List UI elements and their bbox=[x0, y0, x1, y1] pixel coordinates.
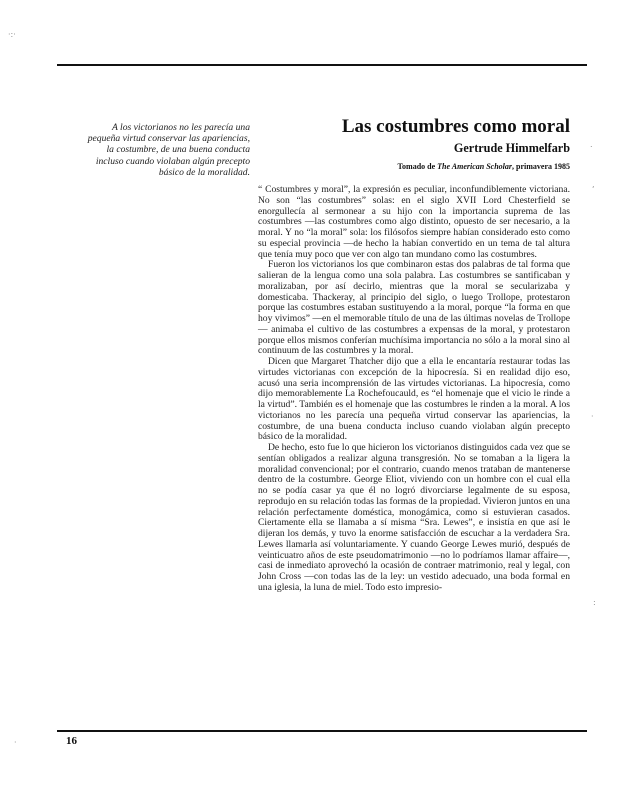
bottom-rule bbox=[57, 730, 587, 732]
source-publication: The American Scholar bbox=[437, 162, 512, 171]
body-paragraph: Fueron los victorianos los que combinaron estas dos palabras de tal forma que salieran de la lengua como una sola palabra. Las costumbres se santificaban y moralizaban, por así decirlo, mientras que la moral se secularizaba y domesticaba. Thackeray, al principio del siglo, o luego Trollope, protestaron porque las costumbres estaban sustituyendo a la moral, porque “la forma en que hoy vivimos” —en el memorable título de una de las últimas novelas de Trollope— animaba el cultivo de las costumbres a expensas de la moral, y protestaron porque ellos mismos conferían muchísima importancia no sólo a la moral sino al continuum de las costumbres y la moral. bbox=[258, 259, 570, 357]
scan-speck: , bbox=[592, 180, 595, 189]
article-body bbox=[258, 185, 570, 594]
scan-speck: ·:· bbox=[8, 30, 16, 39]
top-rule bbox=[57, 64, 587, 66]
page-number: 16 bbox=[66, 735, 77, 747]
source-suffix: , primavera 1985 bbox=[512, 162, 570, 171]
scan-speck: : bbox=[593, 598, 596, 607]
article-source bbox=[397, 162, 570, 171]
body-paragraph: De hecho, esto fue lo que hicieron los victorianos distinguidos cada vez que se sentían obligados a realizar alguna transgresión. No se tomaban a la ligera la moralidad convencional; por el contrario, cuando menos trataban de mantenerse dentro de la costumbre. George Eliot, viviendo con un hombre con el cual ella no se podía casar ya que él no logró divorciarse legalmente de su esposa, reprodujo en su relación todas las formas de la propiedad. Vivieron juntos en una relación perfectamente doméstica, monogámica, como si estuvieran casados. Ciertamente ella se llamaba a sí misma “Sra. Lewes”, e insistía en que así le dijeran los demás, y tuvo la enorme satisfacción de escuchar a la verdadera Sra. Lewes llamarla así voluntariamente. Y cuando George Lewes murió, después de veinticuatro años de este pseudomatrimonio —no lo podríamos llamar affaire—, casi de inmediato aprovechó la ocasión de contraer matrimonio, real y legal, con John Cross —con todas las de la ley: un vestido adecuado, una boda formal en una iglesia, la luna de miel. Todo esto impresio- bbox=[258, 442, 570, 593]
pull-quote: A los victorianos no les parecía una pequeña virtud conservar las apariencias, la costumbre, de una buena conducta incluso cuando violaban algún precepto básico de la moralidad. bbox=[87, 122, 250, 178]
body-paragraph: Dicen que Margaret Thatcher dijo que a ella le encantaría restaurar todas las virtudes victorianas con excepción de la hipocresía. Si en realidad dijo eso, acusó una seria incomprensión de las virtudes victorianas. La hipocresía, como dijo memorablemente La Rochefoucauld, es “el homenaje que el vicio le rinde a la virtud”. También es el homenaje que las costumbres le rinden a la moral. A los victorianos no les parecía una pequeña virtud conservar las apariencias, la costumbre, de una buena conducta incluso cuando violaban algún precepto básico de la moralidad. bbox=[258, 356, 570, 443]
article-author: Gertrude Himmelfarb bbox=[453, 141, 570, 155]
scan-speck: · bbox=[591, 412, 594, 421]
body-paragraph: “ Costumbres y moral”, la expresión es peculiar, inconfundiblemente victoriana. No son “las costumbres” solas: en el siglo XVII Lord Chesterfield se enorgullecía al sermonear a su hijo con la importancia suprema de las costumbres —las costumbres como algo distinto, opuesto de ser necesario, a la moral. Y no “la moral” sola: los filósofos siempre habían considerado esto como su especial provincia —de hecho la habían convertido en un tema de tal altura que tenía muy poco que ver con algo tan mundano como las costumbres. bbox=[258, 184, 570, 260]
scan-speck: · bbox=[14, 738, 17, 747]
article-title: Las costumbres como moral bbox=[341, 116, 570, 137]
source-prefix: Tomado de bbox=[397, 162, 438, 171]
scan-speck: . bbox=[590, 140, 593, 149]
